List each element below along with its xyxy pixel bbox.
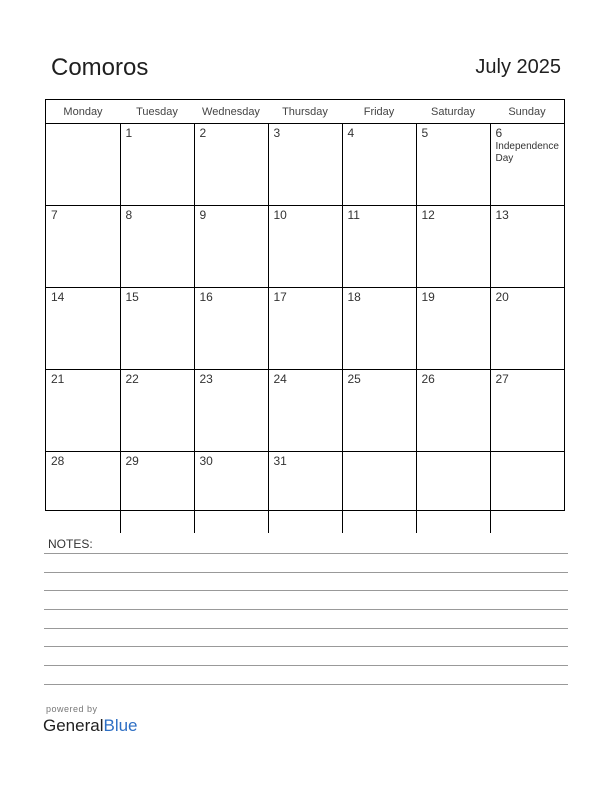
note-line (44, 646, 568, 647)
day-cell (416, 288, 490, 370)
day-cell (416, 370, 490, 452)
day-cell (46, 124, 120, 206)
day-number: 5 (421, 126, 429, 140)
day-number: 22 (125, 372, 139, 386)
day-cell (416, 452, 490, 534)
note-line (44, 553, 568, 554)
day-cell (342, 370, 416, 452)
day-cell (268, 452, 342, 534)
day-cell (120, 452, 194, 534)
day-number: 11 (347, 208, 360, 222)
note-line (44, 609, 568, 610)
note-line (44, 665, 568, 666)
weekday-saturday: Saturday (416, 100, 490, 124)
day-number: 28 (51, 454, 65, 468)
day-number: 12 (421, 208, 435, 222)
notes-label: NOTES: (48, 537, 93, 551)
day-cell (194, 288, 268, 370)
day-cell (46, 288, 120, 370)
day-number: 17 (273, 290, 287, 304)
weekday-header-row (46, 100, 564, 124)
note-line (44, 628, 568, 629)
day-cell (416, 124, 490, 206)
day-cell (268, 124, 342, 206)
day-number: 13 (495, 208, 509, 222)
note-line (44, 684, 568, 685)
day-cell (120, 206, 194, 288)
day-cell (194, 206, 268, 288)
day-number: 31 (273, 454, 287, 468)
day-cell (490, 288, 564, 370)
calendar-grid (45, 99, 565, 511)
country-title: Comoros (51, 54, 149, 81)
day-number: 23 (199, 372, 213, 386)
day-number: 19 (421, 290, 435, 304)
day-cell (490, 206, 564, 288)
day-number: 3 (273, 126, 281, 140)
day-number: 25 (347, 372, 361, 386)
day-cell (120, 124, 194, 206)
day-cell (490, 124, 564, 206)
day-cell (268, 288, 342, 370)
week-row (46, 370, 564, 452)
weekday-wednesday: Wednesday (194, 100, 268, 124)
brand-general: General (43, 716, 104, 735)
day-cell (342, 452, 416, 534)
day-cell (490, 452, 564, 534)
day-number: 18 (347, 290, 361, 304)
note-line (44, 590, 568, 591)
day-number: 29 (125, 454, 139, 468)
day-number: 14 (51, 290, 65, 304)
week-row (46, 452, 564, 534)
day-number: 10 (273, 208, 287, 222)
day-cell (268, 370, 342, 452)
day-number: 8 (125, 208, 133, 222)
calendar-body (46, 124, 564, 534)
day-number: 20 (495, 290, 509, 304)
day-cell (490, 370, 564, 452)
day-cell (194, 452, 268, 534)
day-number: 4 (347, 126, 355, 140)
day-cell (194, 124, 268, 206)
day-number: 24 (273, 372, 287, 386)
day-cell (120, 370, 194, 452)
day-number: 9 (199, 208, 207, 222)
brand-logo (43, 716, 138, 736)
month-title: July 2025 (475, 56, 561, 78)
week-row (46, 124, 564, 206)
day-number: 2 (199, 126, 207, 140)
day-cell (46, 370, 120, 452)
day-number: 16 (199, 290, 213, 304)
day-cell (342, 124, 416, 206)
day-number: 27 (495, 372, 509, 386)
day-cell (416, 206, 490, 288)
week-row (46, 288, 564, 370)
weekday-friday: Friday (342, 100, 416, 124)
day-cell (46, 452, 120, 534)
day-number: 21 (51, 372, 65, 386)
weekday-thursday: Thursday (268, 100, 342, 124)
brand-blue: Blue (103, 716, 138, 735)
day-cell (342, 288, 416, 370)
day-number: 6 (495, 126, 503, 140)
powered-by-text: powered by (46, 704, 98, 714)
day-number: 26 (421, 372, 435, 386)
week-row (46, 206, 564, 288)
day-number: 1 (125, 126, 133, 140)
day-cell (342, 206, 416, 288)
day-cell (46, 206, 120, 288)
day-number: 30 (199, 454, 213, 468)
holiday-label: Independence Day (495, 141, 559, 164)
weekday-sunday: Sunday (490, 100, 564, 124)
day-cell (268, 206, 342, 288)
weekday-tuesday: Tuesday (120, 100, 194, 124)
day-number: 15 (125, 290, 139, 304)
day-cell (194, 370, 268, 452)
weekday-monday: Monday (46, 100, 120, 124)
note-line (44, 572, 568, 573)
day-number: 7 (51, 208, 58, 222)
day-cell (120, 288, 194, 370)
